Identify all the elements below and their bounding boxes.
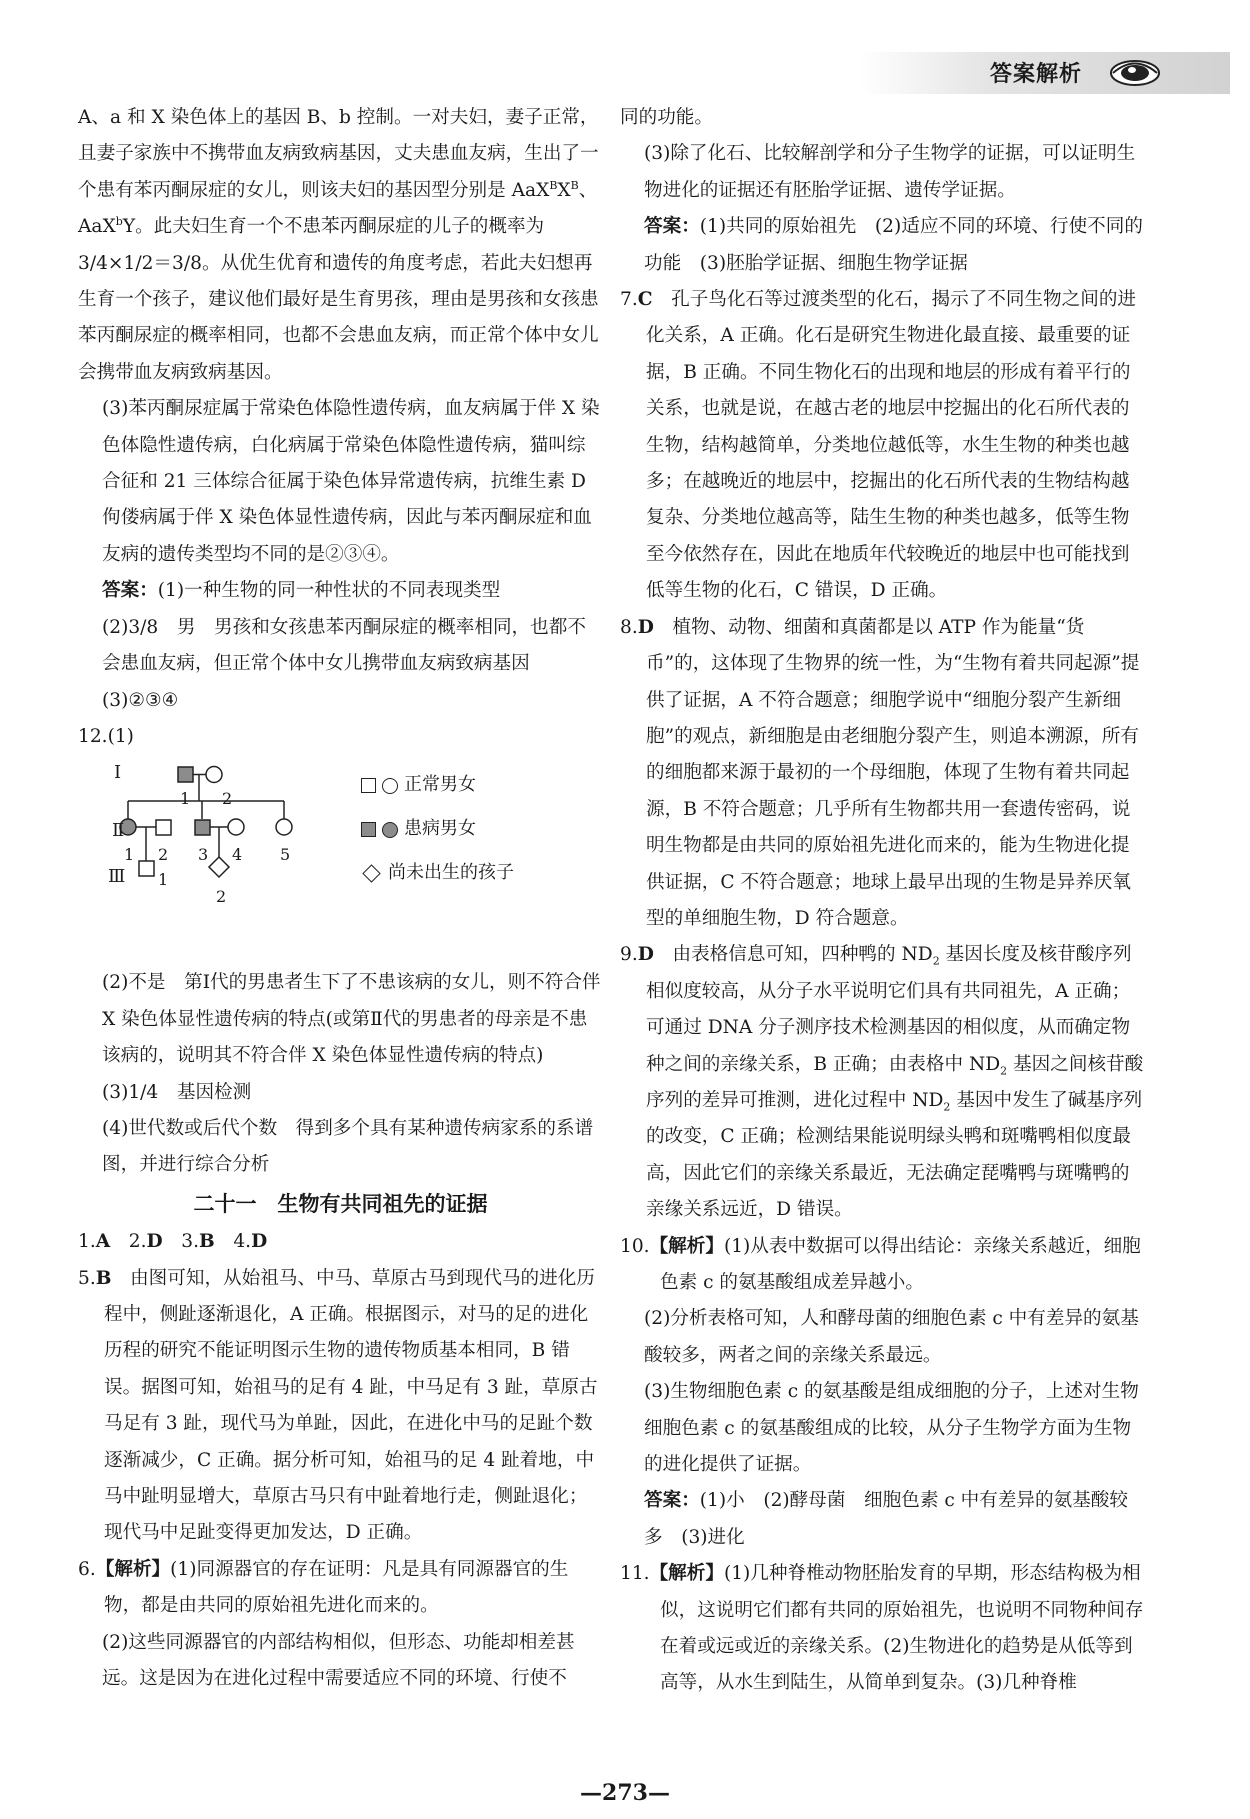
q10-answer: 答案：(1)小 (2)酵母菌 细胞色素 c 中有差异的氨基酸较多 (3)进化 <box>644 1490 1128 1548</box>
q11-cont-paragraph: A、a 和 X 染色体上的基因 B、b 控制。一对夫妇，妻子正常，且妻子家族中不携带血友病致病基因，丈夫患血友病，生出了一个患有苯丙酮尿症的女儿，则该夫妇的基因型分别是 $AaX^BX^B$、AaX$^b$Y。此夫妇生育一个不患苯丙酮尿症的儿子的概率为 3/4×1/2＝3/8。从优生优育和遗传的角度考虑，若此夫妇想再生育一个孩子，建议他们最好是生育男孩，理由是男孩和女孩患苯丙酮尿症的概率相同，也都不会患血友病，而正常个体中女儿会携带血友病致病基因。 <box>78 107 599 383</box>
legend-affected: 患病男女 <box>361 811 476 847</box>
num-I-2: 2 <box>222 789 233 809</box>
num-II-1: 1 <box>124 845 135 865</box>
q9-explanation: 9.D 由表格信息可知，四种鸭的 $ND_2$ 基因长度及核苷酸序列相似度较高，从分子水平说明它们具有共同祖先，A 正确；可通过 DNA 分子测序技术检测基因的相似度，从而确定物种之间的亲缘关系，B 正确；由表格中 $ND_2$ 基因之间核苷酸序列的差异可推测，进化过程中 $ND_2$ 基因中发生了碱基序列的改变，C 正确；检测结果能说明绿头鸭和斑嘴鸭相似度最高，因此它们的亲缘关系最近，无法确定琵嘴鸭与斑嘴鸭的亲缘关系远近，D 错误。 <box>620 944 1144 1221</box>
q10-explanation: 10.【解析】(1)从表中数据可以得出结论：亲缘关系越近，细胞色素 c 的氨基酸组成差异越小。 <box>620 1235 1141 1293</box>
gen-label-II: Ⅱ <box>112 820 125 842</box>
q12-part2: (2)不是 第Ⅰ代的男患者生下了不患该病的女儿，则不符合伴 X 染色体显性遗传病的特点(或第Ⅱ代的男患者的母亲是不患该病的，说明其不符合伴 X 染色体显性遗传病的特点) <box>102 972 601 1067</box>
num-III-1: 1 <box>158 870 169 890</box>
num-II-2: 2 <box>158 845 169 865</box>
q11-answer-2: (2)3/8 男 男孩和女孩患苯丙酮尿症的概率相同，也都不会患血友病，但正常个体中女儿携带血友病致病基因 <box>102 616 586 675</box>
q7-explanation: 7.C 孔子鸟化石等过渡类型的化石，揭示了不同生物之间的进化关系，A 正确。化石是研究生物进化最直接、最重要的证据，B 正确。不同生物化石的出现和地层的形成有着平行的关系，也就是说，在越古老的地层中挖掘出的化石所代表的生物，结构越简单，分类地位越低等，水生生物的种类也越多；在越晚近的地层中，挖掘出的化石所代表的生物结构越复杂、分类地位越高等，陆生生物的种类也越多，低等生物至今依然存在，因此在地质年代较晚近的地层中也可能找到低等生物的化石，C 错误，D 正确。 <box>620 289 1137 602</box>
left-column <box>78 100 603 1697</box>
II-3-affected-male <box>195 820 210 835</box>
gen-label-I: Ⅰ <box>114 762 122 784</box>
q12-head: 12.(1) <box>78 725 134 747</box>
num-I-1: 1 <box>180 789 191 809</box>
legend-unborn: 尚未出生的孩子 <box>361 855 514 891</box>
q10-part2: (2)分析表格可知，人和酵母菌的细胞色素 c 中有差异的氨基酸较多，两者之间的亲缘关系最远。 <box>644 1308 1139 1366</box>
q6-explanation: 6.【解析】(1)同源器官的存在证明：凡是具有同源器官的生物，都是由共同的原始祖先进化而来的。 <box>78 1558 569 1617</box>
II-2-male <box>156 820 171 835</box>
unborn-symbol <box>362 864 380 882</box>
right-column <box>620 100 1145 1702</box>
III-1-male <box>139 861 154 876</box>
gen-label-III: Ⅲ <box>108 866 126 888</box>
affected-male-symbol <box>361 822 376 837</box>
II-4-female <box>228 819 244 835</box>
eye-logo-icon <box>1108 58 1162 88</box>
num-II-4: 4 <box>232 845 243 865</box>
q6-part3: (3)除了化石、比较解剖学和分子生物学的证据，可以证明生物进化的证据还有胚胎学证据、遗传学证据。 <box>644 143 1136 201</box>
q6-cont: 同的功能。 <box>620 107 713 128</box>
header-title: 答案解析 <box>990 62 1083 87</box>
q1-4-answers: 1.A 2.D 3.B 4.D <box>78 1231 268 1253</box>
legend-normal: 正常男女 <box>361 767 476 803</box>
affected-female-symbol <box>382 822 398 838</box>
num-II-3: 3 <box>198 845 209 865</box>
num-II-5: 5 <box>280 845 291 865</box>
q5-explanation: 5.B 由图可知，从始祖马、中马、草原古马到现代马的进化历程中，侧趾逐渐退化，A 正确。根据图示，对马的足的进化历程的研究不能证明图示生物的遗传物质基本相同，B 错误。据图可知，始祖马的足有 4 趾，中马足有 3 趾，草原古马足有 3 趾，现代马为单趾，因此，在进化中马的足趾个数逐渐减少，C 正确。据分析可知，始祖马的足 4 趾着地，中马中趾明显增大，草原古马只有中趾着地行走，侧趾退化；现代马中足趾变得更加发达，D 正确。 <box>78 1267 598 1544</box>
q8-explanation: 8.D 植物、动物、细菌和真菌都是以 ATP 作为能量“货币”的，这体现了生物界的统一性，为“生物有着共同起源”提供了证据，A 不符合题意；细胞学说中“细胞分裂产生新细胞”的观点，新细胞是由老细胞分裂产生，则追本溯源，所有的细胞都来源于最初的一个母细胞，体现了生物有着共同起源，B 不符合题意；几乎所有生物都共用一套遗传密码，说明生物都是由共同的原始祖先进化而来的，能为生物进化提供证据，C 不符合题意；地球上最早出现的生物是异养厌氧型的单细胞生物，D 符合题意。 <box>620 616 1140 929</box>
q6-answer: 答案：(1)共同的原始祖先 (2)适应不同的环境、行使不同的功能 (3)胚胎学证据、细胞生物学证据 <box>644 216 1143 274</box>
pedigree-diagram <box>78 759 603 959</box>
q6-part2: (2)这些同源器官的内部结构相似，但形态、功能却相差甚远。这是因为在进化过程中需要适应不同的环境、行使不 <box>102 1631 575 1690</box>
q11-answer-3: (3)②③④ <box>102 689 179 711</box>
pedigree-lines <box>78 759 603 959</box>
q11-explanation: 11.【解析】(1)几种脊椎动物胚胎发育的早期，形态结构极为相似，这说明它们都有共同的原始祖先，也说明不同物种间存在着或远或近的亲缘关系。(2)生物进化的趋势是从低等到高等，从水生到陆生，从简单到复杂。(3)几种脊椎 <box>620 1563 1144 1694</box>
page-number: —273— <box>580 1780 670 1806</box>
q11-part3-paragraph: (3)苯丙酮尿症属于常染色体隐性遗传病，血友病属于伴 X 染色体隐性遗传病，白化病属于常染色体隐性遗传病，猫叫综合征和 21 三体综合征属于染色体异常遗传病，抗维生素 D 佝偻病属于伴 X 染色体显性遗传病，因此与苯丙酮尿症和血友病的遗传类型均不同的是②③④。 <box>102 398 600 565</box>
I-2-female <box>206 767 222 783</box>
q12-part4: (4)世代数或后代个数 得到多个具有某种遗传病家系的系谱图，并进行综合分析 <box>102 1117 594 1176</box>
I-1-affected-male <box>178 767 193 782</box>
III-2-unborn <box>209 857 229 877</box>
q11-answer-1: 答案：(1)一种生物的同一种性状的不同表现类型 <box>102 580 501 602</box>
normal-male-symbol <box>361 778 376 793</box>
answer-label: 答案： <box>102 580 158 602</box>
normal-female-symbol <box>382 778 398 794</box>
q12-part3: (3)1/4 基因检测 <box>102 1081 252 1103</box>
q10-part3: (3)生物细胞色素 c 的氨基酸是组成细胞的分子，上述对生物细胞色素 c 的氨基酸组成的比较，从分子生物学方面为生物的进化提供了证据。 <box>644 1381 1139 1476</box>
section-title: 二十一 生物有共同祖先的证据 <box>193 1191 488 1216</box>
II-5-female <box>276 819 292 835</box>
num-III-2: 2 <box>216 887 227 907</box>
